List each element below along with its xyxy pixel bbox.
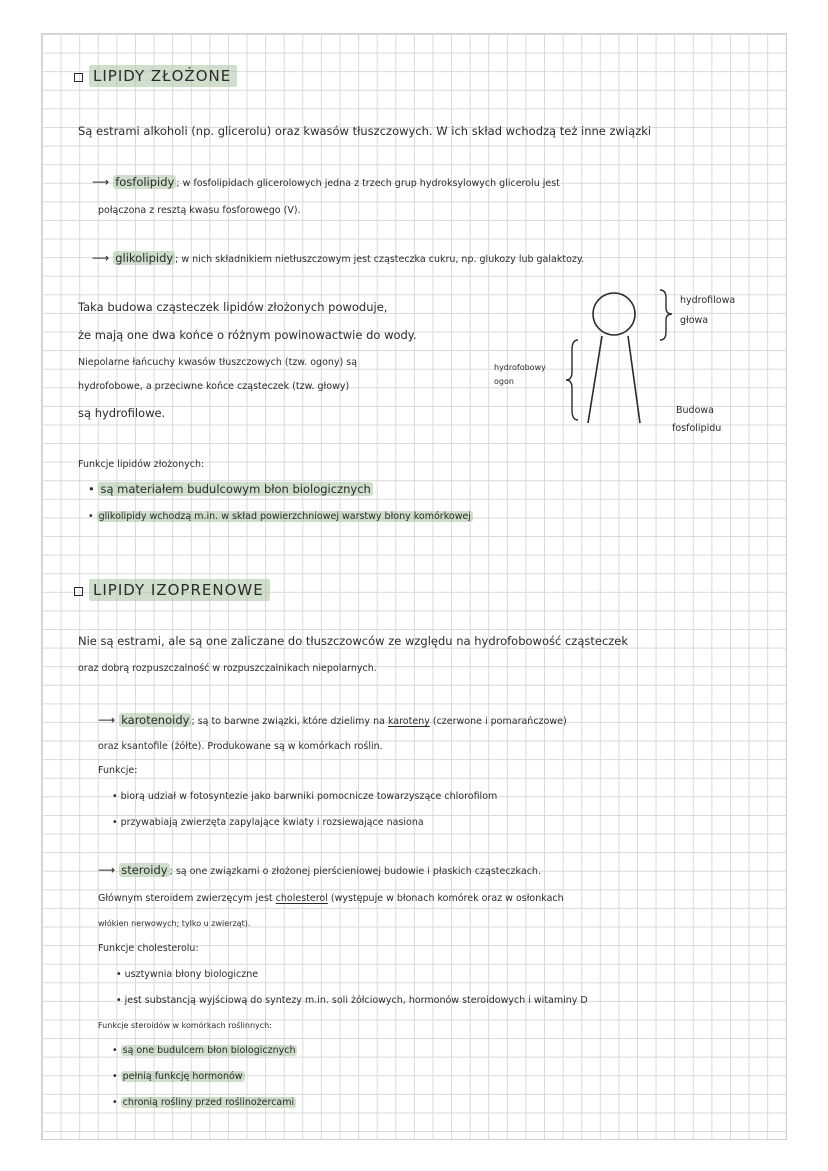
function-item: • glikolipidy wchodzą m.in. w skład powierzchniowej warstwy błony komórkowej xyxy=(88,511,471,522)
phospholipid-head-circle xyxy=(593,293,635,335)
steroidy-line-2: Głównym steroidem zwierzęcym jest cholesterol (występuje w błonach komórek oraz w osłonkach xyxy=(98,893,564,904)
plant-functions-title: Funkcje steroidów w komórkach roślinnych: xyxy=(98,1021,272,1030)
diagram-caption-1: Budowa xyxy=(676,405,714,416)
structure-line-1: Taka budowa cząsteczek lipidów złożonych powoduje, xyxy=(78,300,388,314)
fosfolipidy-term: fosfolipidy xyxy=(115,175,175,189)
diagram-caption-2: fosfolipidu xyxy=(672,423,722,434)
head-label-1: hydrofilowa xyxy=(680,295,736,306)
plant-function-item: • pełnią funkcję hormonów xyxy=(112,1071,243,1082)
section1-intro: Są estrami alkoholi (np. glicerolu) oraz kwasów tłuszczowych. W ich skład wchodzą też inne związki xyxy=(78,124,652,138)
karotenoidy-function-item: • przywabiają zwierzęta zapylające kwiaty i rozsiewające nasiona xyxy=(112,817,424,828)
karotenoidy-term: karotenoidy xyxy=(121,713,190,727)
karotenoidy-line: ⟶ karotenoidy ; są to barwne związki, które dzielimy na karoteny (czerwone i pomarańczowe) xyxy=(98,713,567,727)
cholesterol-term: cholesterol xyxy=(275,893,328,904)
head-label-2: głowa xyxy=(680,315,709,326)
checkbox-square-icon xyxy=(74,73,83,82)
phospholipid-tail-left xyxy=(588,336,602,423)
fosfolipidy-line-2: połączona z resztą kwasu fosforowego (V). xyxy=(98,205,301,216)
section-heading-lipidy-zlozone: LIPIDY ZŁOŻONE xyxy=(74,66,237,85)
checkbox-square-icon xyxy=(74,587,83,596)
tail-brace-icon xyxy=(566,340,578,420)
arrow-right-icon: ⟶ xyxy=(92,175,110,189)
karotenoidy-functions-title: Funkcje: xyxy=(98,765,138,776)
section-heading-lipidy-izoprenowe: LIPIDY IZOPRENOWE xyxy=(74,580,270,599)
arrow-right-icon: ⟶ xyxy=(92,251,110,265)
plant-function-item: • chronią rośliny przed roślinożercami xyxy=(112,1097,295,1108)
structure-line-5: są hydrofilowe. xyxy=(78,406,166,420)
karotenoidy-line-2: oraz ksantofile (żółte). Produkowane są w komórkach roślin. xyxy=(98,741,383,752)
section2-intro-2: oraz dobrą rozpuszczalność w rozpuszczalnikach niepolarnych. xyxy=(78,663,377,674)
glikolipidy-term: glikolipidy xyxy=(115,251,174,265)
steroidy-line: ⟶ steroidy ; są one związkami o złożonej pierścieniowej budowie i płaskich cząsteczkach. xyxy=(98,863,541,877)
structure-line-4: hydrofobowe, a przeciwne końce cząsteczek (tzw. głowy) xyxy=(78,381,350,392)
tail-label-1: hydrofobowy xyxy=(494,363,546,372)
arrow-right-icon: ⟶ xyxy=(98,713,116,727)
cholesterol-function-item: • usztywnia błony biologiczne xyxy=(116,969,259,980)
karoteny-term: karoteny xyxy=(387,716,430,727)
cholesterol-function-item: • jest substancją wyjściową do syntezy m.in. soli żółciowych, hormonów steroidowych i witaminy D xyxy=(116,995,588,1006)
steroidy-line-3: włókien nerwowych; tylko u zwierząt). xyxy=(98,919,251,928)
karotenoidy-function-item: • biorą udział w fotosyntezie jako barwniki pomocnicze towarzyszące chlorofilom xyxy=(112,791,498,802)
arrow-right-icon: ⟶ xyxy=(98,863,116,877)
functions-title: Funkcje lipidów złożonych: xyxy=(78,459,205,470)
phospholipid-tail-right xyxy=(628,336,640,423)
plant-function-item: • są one budulcem błon biologicznych xyxy=(112,1045,296,1056)
steroidy-term: steroidy xyxy=(121,863,168,877)
glikolipidy-line: ⟶ glikolipidy ; w nich składnikiem nietłuszczowym jest cząsteczka cukru, np. glukozy lub galaktozy. xyxy=(92,251,585,265)
function-item: • są materiałem budulcowym błon biologicznych xyxy=(88,482,371,496)
structure-line-2: że mają one dwa końce o różnym powinowactwie do wody. xyxy=(78,328,417,342)
tail-label-2: ogon xyxy=(494,377,514,386)
structure-line-3: Niepolarne łańcuchy kwasów tłuszczowych (tzw. ogony) są xyxy=(78,357,358,368)
cholesterol-functions-title: Funkcje cholesterolu: xyxy=(98,943,199,954)
fosfolipidy-line: ⟶ fosfolipidy ; w fosfolipidach glicerolowych jedna z trzech grup hydroksylowych glicerolu jest xyxy=(92,175,560,189)
section2-intro-1: Nie są estrami, ale są one zaliczane do tłuszczowców ze względu na hydrofobowość cząsteczek xyxy=(78,634,629,648)
head-brace-icon xyxy=(660,290,672,340)
